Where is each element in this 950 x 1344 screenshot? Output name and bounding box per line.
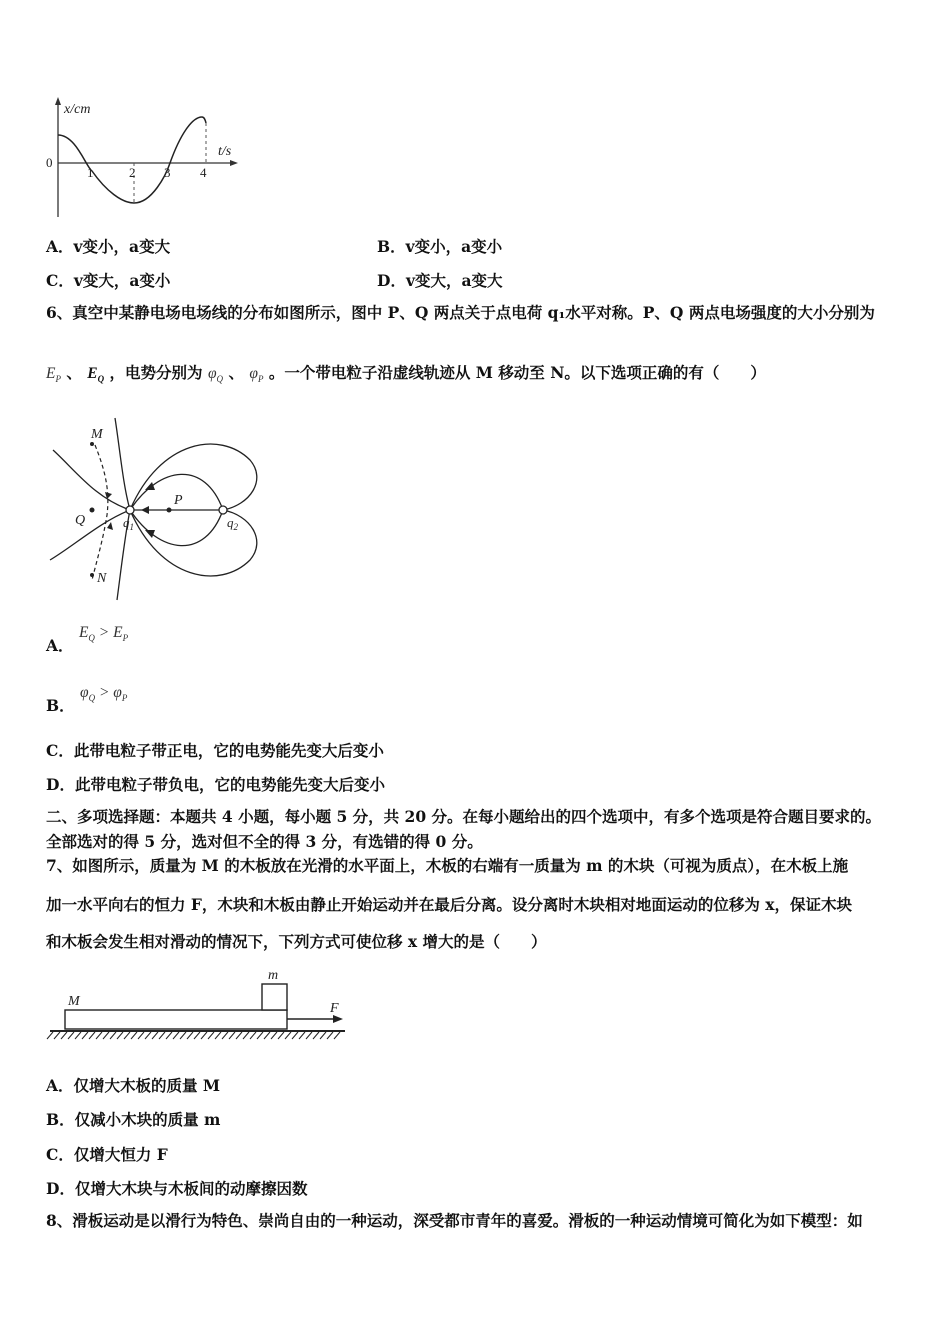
eq-symbol: $E_Q$: [87, 365, 105, 385]
field-line: [53, 450, 130, 510]
q7-stem-line3: 和木板会发生相对滑动的情况下，下列方式可使位移 x 增大的是（ ）: [46, 932, 547, 951]
phiq-symbol: $\varphi_Q$: [207, 365, 224, 385]
hatch-mark: [327, 1032, 333, 1039]
hatch-mark: [264, 1032, 270, 1039]
q6-option-b[interactable]: B． $\varphi_Q > \varphi_P$: [46, 684, 128, 715]
hatch-mark: [334, 1032, 340, 1039]
board-block-figure: [45, 965, 355, 1045]
hatch-mark: [110, 1032, 116, 1039]
point-m: [90, 442, 94, 446]
hatch-mark: [271, 1032, 277, 1039]
q7-stem-line1: 7、如图所示，质量为 M 的木板放在光滑的水平面上，木板的右端有一质量为 m 的木块（可视为质点），在木板上施: [46, 856, 849, 875]
point-q: [90, 508, 95, 513]
field-lines-figure: [45, 410, 275, 605]
field-line: [130, 444, 257, 510]
hatch-mark: [306, 1032, 312, 1039]
q7-stem-line2: 加一水平向右的恒力 F，木块和木板由静止开始运动并在最后分离。设分离时木块相对地面运动的位移为 x，保证木块: [46, 895, 853, 914]
section2-heading-line2: 全部选对的得 5 分，选对但不全的得 3 分，有选错的得 0 分。: [46, 832, 483, 851]
hatch-mark: [194, 1032, 200, 1039]
hatch-mark: [243, 1032, 249, 1039]
hatch-mark: [82, 1032, 88, 1039]
hatch-mark: [278, 1032, 284, 1039]
hatch-mark: [173, 1032, 179, 1039]
field-line: [130, 510, 257, 576]
hatch-mark: [299, 1032, 305, 1039]
label-q: Q: [75, 513, 86, 528]
label-n: N: [97, 571, 107, 586]
x-axis-arrow: [230, 160, 238, 166]
trajectory-dashed: [92, 445, 108, 580]
y-axis-arrow: [55, 97, 61, 105]
hatch-mark: [229, 1032, 235, 1039]
point-p: [167, 508, 172, 513]
q6-option-a[interactable]: A． $E_Q > E_P$: [46, 624, 129, 655]
hatch-mark: [47, 1032, 53, 1039]
hatch-mark: [159, 1032, 165, 1039]
label-board-m: M: [68, 994, 80, 1009]
hatch-mark: [215, 1032, 221, 1039]
ep-symbol: $E_P$: [46, 365, 61, 385]
hatch-mark: [96, 1032, 102, 1039]
label-q1: $q_1$: [123, 515, 134, 532]
hatch-mark: [292, 1032, 298, 1039]
hatch-mark: [236, 1032, 242, 1039]
hatch-mark: [285, 1032, 291, 1039]
q5-option-c[interactable]: C．v变大，a变小: [46, 271, 171, 290]
block: [262, 984, 287, 1010]
section2-heading-line1: 二、多项选择题：本题共 4 小题，每小题 5 分，共 20 分。在每小题给出的四个选项中，有多个选项是符合题目要求的。: [46, 807, 882, 826]
q8-stem-line1: 8、滑板运动是以滑行为特色、崇尚自由的一种运动，深受都市青年的喜爱。滑板的一种运动情境可简化为如下模型：如: [46, 1211, 863, 1230]
q6-option-c[interactable]: C．此带电粒子带正电，它的电势能先变大后变小: [46, 741, 384, 760]
tick-1: 1: [87, 165, 94, 180]
label-block-m: m: [268, 968, 279, 983]
arrow-icon: [107, 522, 113, 530]
tick-3: 3: [164, 165, 171, 180]
hatch-mark: [152, 1032, 158, 1039]
q5-option-a[interactable]: A．v变小，a变大: [46, 237, 171, 256]
hatch-mark: [68, 1032, 74, 1039]
hatch-mark: [54, 1032, 60, 1039]
hatch-mark: [250, 1032, 256, 1039]
label-force-f: F: [330, 1001, 339, 1016]
force-arrow-icon: [333, 1015, 343, 1023]
hatch-mark: [201, 1032, 207, 1039]
y-label: x/cm: [64, 102, 91, 117]
hatch-mark: [89, 1032, 95, 1039]
hatch-mark: [138, 1032, 144, 1039]
label-m: M: [91, 427, 103, 442]
x-label: t/s: [218, 144, 232, 159]
hatch-mark: [103, 1032, 109, 1039]
tick-4: 4: [200, 165, 207, 180]
phip-symbol: $\varphi_P$: [249, 365, 264, 385]
q6-stem-line1: 6、真空中某静电场电场线的分布如图所示，图中 P、Q 两点关于点电荷 q₁水平对称。P、Q 两点电场强度的大小分别为: [46, 303, 875, 322]
hatch-mark: [187, 1032, 193, 1039]
ground-hatch: [47, 1032, 340, 1039]
field-line: [50, 510, 130, 560]
q5-option-d[interactable]: D．v变大，a变大: [377, 271, 503, 290]
point-n: [90, 573, 94, 577]
hatch-mark: [180, 1032, 186, 1039]
charge-q1: [126, 506, 134, 514]
label-q2: $q_2$: [227, 515, 238, 532]
hatch-mark: [131, 1032, 137, 1039]
arrow-icon: [145, 530, 155, 538]
hatch-mark: [222, 1032, 228, 1039]
label-p: P: [174, 493, 183, 508]
tick-2: 2: [129, 165, 136, 180]
hatch-mark: [75, 1032, 81, 1039]
q7-option-a[interactable]: A．仅增大木板的质量 M: [46, 1076, 221, 1095]
q7-option-b[interactable]: B．仅减小木块的质量 m: [46, 1110, 221, 1129]
hatch-mark: [166, 1032, 172, 1039]
hatch-mark: [313, 1032, 319, 1039]
q7-option-d[interactable]: D．仅增大木块与木板间的动摩擦因数: [46, 1179, 308, 1198]
hatch-mark: [257, 1032, 263, 1039]
q6-stem-line2: $E_P$ 、 $E_Q$ ，电势分别为 $\varphi_Q$ 、 $\varphi_P$ 。一个带电粒子沿虚线轨迹从 M 移动至 N。以下选项正确的有（ ）: [46, 363, 766, 385]
hatch-mark: [145, 1032, 151, 1039]
sine-curve: [58, 117, 206, 203]
xt-graph: [40, 95, 250, 220]
hatch-mark: [208, 1032, 214, 1039]
hatch-mark: [117, 1032, 123, 1039]
hatch-mark: [124, 1032, 130, 1039]
field-line: [115, 418, 130, 510]
board: [65, 1010, 287, 1029]
hatch-mark: [320, 1032, 326, 1039]
hatch-mark: [61, 1032, 67, 1039]
charge-q2: [219, 506, 227, 514]
q7-option-c[interactable]: C．仅增大恒力 F: [46, 1145, 168, 1164]
field-line: [130, 510, 223, 546]
q6-option-d[interactable]: D．此带电粒子带负电，它的电势能先变大后变小: [46, 775, 385, 794]
arrow-icon: [141, 506, 149, 514]
q5-option-b[interactable]: B．v变小，a变小: [377, 237, 503, 256]
arrow-icon: [145, 482, 155, 490]
origin-label: 0: [46, 155, 53, 170]
